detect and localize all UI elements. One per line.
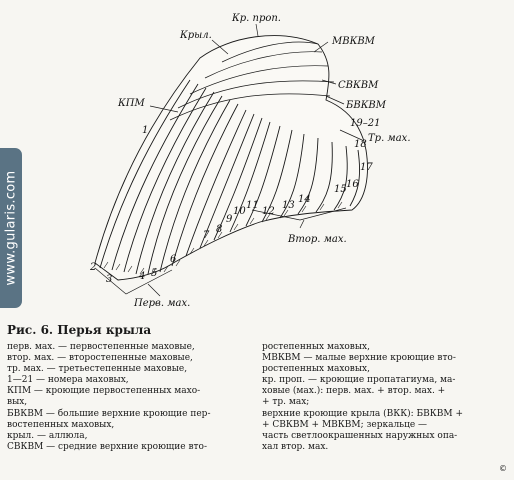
feather-number-9: 9 (226, 214, 233, 225)
label-kryl: Крыл. (180, 30, 212, 41)
feather-number-8: 8 (216, 224, 223, 235)
label-kpm: КПМ (118, 98, 145, 109)
legend-line: верхние кроющие крыла (ВКК): БВКВМ + (262, 408, 463, 419)
caption-legend-left (7, 342, 257, 453)
feather-number-18: 18 (354, 139, 367, 150)
feather-number-13: 13 (282, 200, 295, 211)
feather-number-17: 17 (360, 162, 373, 173)
legend-line: МВКВМ — малые верхние кроющие вто- (262, 353, 456, 364)
caption-legend-right (262, 342, 508, 453)
legend-line: ростепенных маховых, (262, 342, 370, 352)
label-kr-prop: Кр. проп. (232, 13, 281, 24)
feather-number-1: 1 (142, 125, 149, 136)
feather-number-15: 15 (334, 184, 347, 195)
feather-number-3: 3 (106, 274, 113, 285)
feather-number-14: 14 (298, 194, 311, 205)
feather-number-16: 16 (346, 179, 359, 190)
label-mbkvm: МВКВМ (332, 36, 375, 47)
legend-line: 1—21 — номера маховых, (7, 375, 129, 386)
feather-number-12: 12 (262, 206, 275, 217)
copyright-mark: © (499, 464, 507, 473)
legend-line: перв. мах. — первостепенные маховые, (7, 342, 195, 352)
label-vtor-mah: Втор. мах. (288, 234, 347, 245)
legend-line: вых, (7, 397, 28, 408)
legend-line: хал втор. мах. (262, 441, 329, 452)
feather-number-7: 7 (203, 230, 210, 241)
feather-number-10: 10 (233, 206, 246, 217)
legend-line: часть светлоокрашенных наружных опа- (262, 430, 458, 441)
feather-number-2: 2 (90, 262, 97, 273)
label-perv-mah: Перв. мах. (134, 298, 191, 309)
feather-number-19-21: 19–21 (350, 118, 381, 129)
legend-line: востепенных маховых, (7, 419, 115, 430)
feather-number-6: 6 (170, 254, 177, 265)
legend-line: крыл. — аллюла, (7, 430, 88, 441)
label-bvkvm: БВКВМ (346, 100, 387, 111)
label-tr-mah: Тр. мах. (368, 133, 411, 144)
feather-number-4: 4 (139, 271, 146, 282)
watermark-text: www.gularis.com (3, 170, 19, 286)
legend-line: БВКВМ — большие верхние кроющие пер- (7, 408, 211, 419)
legend-line: втор. мах. — второстепенные маховые, (7, 353, 193, 364)
label-svkvm: СВКВМ (338, 80, 379, 91)
legend-line: ростепенных маховых, (262, 364, 370, 375)
legend-line: кр. проп. — кроющие пропатагиума, ма- (262, 375, 456, 386)
feather-number-5: 5 (151, 268, 158, 279)
legend-line: КПМ — кроющие первостепенных махо- (7, 386, 201, 397)
legend-line: + СВКВМ + МВКВМ; зеркальце — (262, 419, 428, 430)
feather-number-11: 11 (246, 200, 259, 211)
legend-line: + тр. мах; (262, 397, 310, 408)
legend-line: тр. мах. — третьестепенные маховые, (7, 364, 188, 375)
figure-caption-title: Рис. 6. Перья крыла (7, 323, 152, 337)
wing-drawing (95, 24, 367, 296)
legend-line: ховые (мах.): перв. мах. + втор. мах. + (262, 386, 446, 397)
legend-line: СВКВМ — средние верхние кроющие вто- (7, 441, 207, 452)
